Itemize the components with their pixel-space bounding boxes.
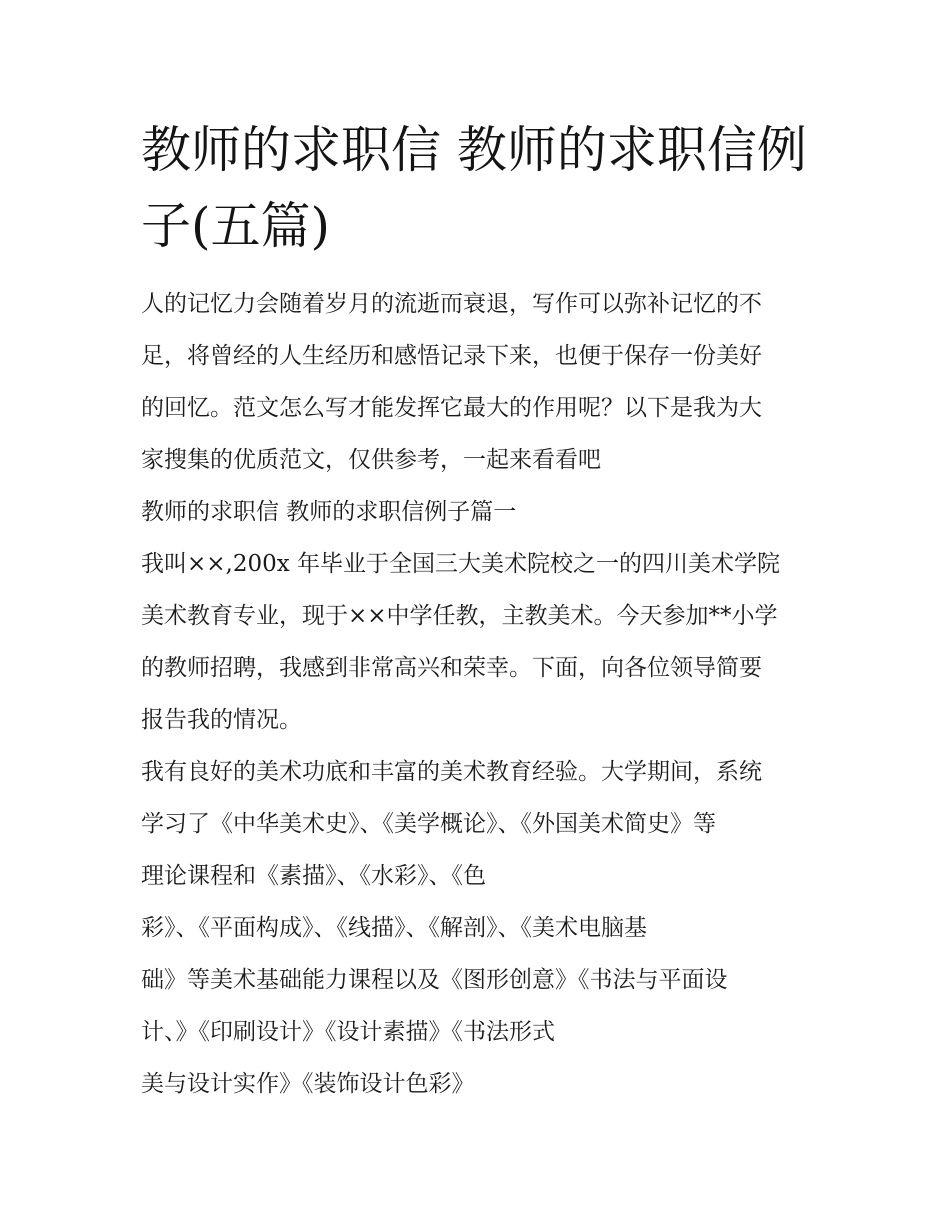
document-content	[141, 112, 816, 1110]
intro-line-4: 家搜集的优质范文，仅供参考，一起来看看吧	[141, 447, 601, 473]
paragraph-2-line-1: 我有良好的美术功底和丰富的美术教育经验。大学期间，系统	[141, 759, 762, 785]
paragraph-1-line-4: 报告我的情况。	[141, 707, 302, 733]
paragraph-2-line-2: 学习了《中华美术史》、《美学概论》、《外国美术简史》等	[141, 811, 716, 837]
paragraph-1-line-2: 美术教育专业，现于××中学任教，主教美术。今天参加**小学	[141, 603, 778, 629]
title-line-1: 教师的求职信 教师的求职信例	[141, 121, 807, 179]
section-heading: 教师的求职信 教师的求职信例子篇一	[141, 499, 517, 525]
document-body	[141, 278, 816, 1110]
paragraph-1-line-1: 我叫××,200x 年毕业于全国三大美术院校之一的四川美术学院	[141, 551, 781, 577]
intro-line-1: 人的记忆力会随着岁月的流逝而衰退，写作可以弥补记忆的不	[141, 291, 762, 317]
paragraph-2-line-6: 计、》《印刷设计》《设计素描》《书法形式	[141, 1019, 555, 1045]
document-title	[141, 112, 816, 264]
paragraph-1-line-3: 的教师招聘，我感到非常高兴和荣幸。下面，向各位领导简要	[141, 655, 762, 681]
title-line-2: 子(五篇)	[141, 197, 331, 255]
paragraph-2-line-3: 理论课程和《素描》、《水彩》、《色	[141, 863, 486, 889]
intro-line-3: 的回忆。范文怎么写才能发挥它最大的作用呢？以下是我为大	[141, 395, 762, 421]
paragraph-2-line-4: 彩》、《平面构成》、《线描》、《解剖》、《美术电脑基	[141, 915, 647, 941]
intro-line-2: 足，将曾经的人生经历和感悟记录下来，也便于保存一份美好	[141, 343, 762, 369]
paragraph-2-line-5: 础》等美术基础能力课程以及《图形创意》《书法与平面设	[141, 967, 728, 993]
paragraph-2-line-7: 美与设计实作》《装饰设计色彩》	[141, 1071, 475, 1097]
